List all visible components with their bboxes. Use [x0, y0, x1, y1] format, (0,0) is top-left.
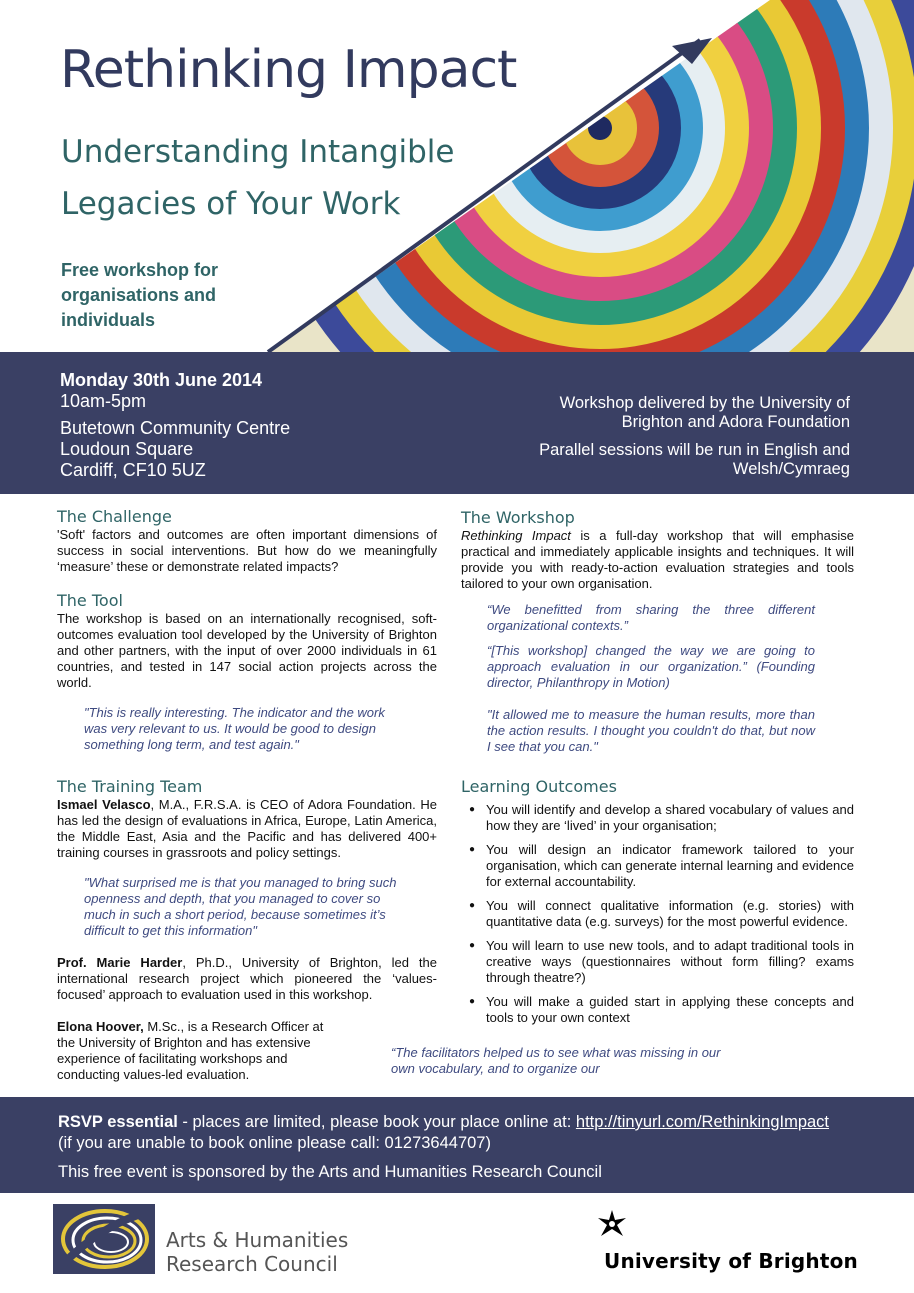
rsvp-label: RSVP essential — [58, 1113, 178, 1131]
ahrc-name — [166, 1228, 348, 1276]
facilitators-quote: “The facilitators helped us to see what was missing in our own vocabulary, and to organize our — [391, 1045, 721, 1076]
outcomes-heading: Learning Outcomes — [461, 777, 617, 796]
event-details — [60, 370, 290, 481]
delivered-by: Workshop delivered by the University of Brighton and Adora Foundation — [559, 394, 850, 431]
rsvp-band — [0, 1097, 914, 1193]
tool-heading: The Tool — [57, 591, 123, 610]
marie-text: , Ph.D., University of Brighton, led the international research project which pioneered the ‘values-focused’ approach to evaluation used in this workshop. — [57, 955, 437, 1002]
left-column — [57, 507, 437, 1083]
tagline-line: individuals — [61, 310, 156, 330]
event-time: 10am-5pm — [60, 391, 147, 411]
tagline — [61, 258, 281, 333]
list-item: ● You will make a guided start in applying these concepts and tools to your own context — [461, 994, 854, 1026]
team-heading: The Training Team — [57, 777, 203, 796]
workshop-quote: “[This workshop] changed the way we are going to approach evaluation in our organization.” (Founding director, Philanthropy in Motion) — [487, 643, 815, 690]
event-details-band — [0, 352, 914, 494]
workshop-quote: "It allowed me to measure the human results, more than the action results. I thought you couldn't do that, but now I see that you can." — [487, 707, 815, 754]
elona-text: M.Sc., is a Research Officer at the University of Brighton and has extensive experience of facilitating workshops and conducting values-led evaluation. — [57, 1019, 324, 1082]
list-item: ● You will design an indicator framework tailored to your organisation, which can generate internal learning and evidence for external accountability. — [461, 842, 854, 890]
team-quote: "What surprised me is that you managed to bring such openness and depth, that you managed to cover so much in such a short period, because sometimes it’s difficult to get this information" — [84, 875, 397, 938]
rsvp-line — [58, 1113, 829, 1132]
list-item: ● You will connect qualitative information (e.g. stories) with quantitative data (e.g. surveys) for the most powerful evidence. — [461, 898, 854, 930]
university-star-icon — [597, 1209, 627, 1239]
workshop-heading: The Workshop — [461, 508, 575, 527]
tool-quote: "This is really interesting. The indicator and the work was very relevant to us. It would be good to design something long term, and test again." — [84, 705, 385, 752]
rsvp-link[interactable]: http://tinyurl.com/RethinkingImpact — [575, 1113, 830, 1131]
venue-line: Cardiff, CF10 5UZ — [60, 460, 206, 480]
rsvp-phone: (if you are unable to book online please call: 01273644707) — [58, 1134, 491, 1152]
workshop-quote: “We benefitted from sharing the three different organizational contexts.” — [487, 602, 815, 633]
rsvp-text: - places are limited, please book your place online at: — [177, 1113, 576, 1131]
subtitle — [61, 126, 481, 230]
marie-bio — [57, 955, 437, 1003]
tool-text: The workshop is based on an internationally recognised, soft-outcomes evaluation tool developed by the University of Brighton and other partners, with the input of over 2000 individuals in 61 countries, and tested in 147 social action projects across the world. — [57, 611, 437, 690]
workshop-desc: is a full-day workshop that will emphasise practical and immediately applicable insights and techniques. It will provide you with ready-to-action evaluation strategies and tools tailored to your own organisation. — [461, 528, 854, 591]
venue-line: Loudoun Square — [60, 439, 194, 459]
challenge-heading: The Challenge — [57, 507, 172, 526]
tagline-line: organisations and — [61, 285, 217, 305]
outcomes-list — [461, 802, 854, 1026]
ahrc-name-line: Arts & Humanities — [166, 1228, 349, 1252]
elona-name: Elona Hoover, — [57, 1019, 144, 1034]
workshop-text — [461, 528, 854, 592]
sponsor-text: This free event is sponsored by the Arts and Humanities Research Council — [58, 1163, 602, 1181]
university-name: University of Brighton — [604, 1249, 858, 1273]
elona-bio — [57, 1019, 339, 1083]
event-date: Monday 30th June 2014 — [60, 370, 263, 390]
ahrc-logo-icon — [53, 1204, 155, 1274]
list-item: ● You will identify and develop a shared vocabulary of values and how they are ‘lived’ in your organisation; — [461, 802, 854, 834]
ismael-name: Ismael Velasco — [57, 797, 151, 812]
parallel-sessions: Parallel sessions will be run in English and Welsh/Cymraeg — [539, 441, 850, 478]
delivery-info — [520, 394, 850, 479]
venue-line: Butetown Community Centre — [60, 418, 291, 438]
workshop-name: Rethinking Impact — [461, 528, 571, 543]
ismael-text: , M.A., F.R.S.A. is CEO of Adora Foundation. He has led the design of evaluations in Africa, Europe, Latin America, the Middle East, Asia and the Pacific and has delivered 400+ training courses in grassroots and policy settings. — [57, 797, 437, 860]
page-title: Rethinking Impact — [60, 40, 517, 100]
tagline-line: Free workshop for — [61, 260, 219, 280]
ismael-bio — [57, 797, 437, 861]
subtitle-line: Legacies of Your Work — [61, 186, 401, 222]
marie-name: Prof. Marie Harder — [57, 955, 183, 970]
subtitle-line: Understanding Intangible — [61, 134, 455, 170]
hero — [0, 0, 914, 352]
list-item: ● You will learn to use new tools, and to adapt traditional tools in creative ways (questionnaires without form filling? exams through theatre?) — [461, 938, 854, 986]
ahrc-name-line: Research Council — [166, 1252, 338, 1276]
right-column — [461, 508, 854, 1034]
challenge-text: 'Soft' factors and outcomes are often important dimensions of success in social interventions. But how do we meaningfully ‘measure’ these or demonstrate related impacts? — [57, 527, 437, 574]
